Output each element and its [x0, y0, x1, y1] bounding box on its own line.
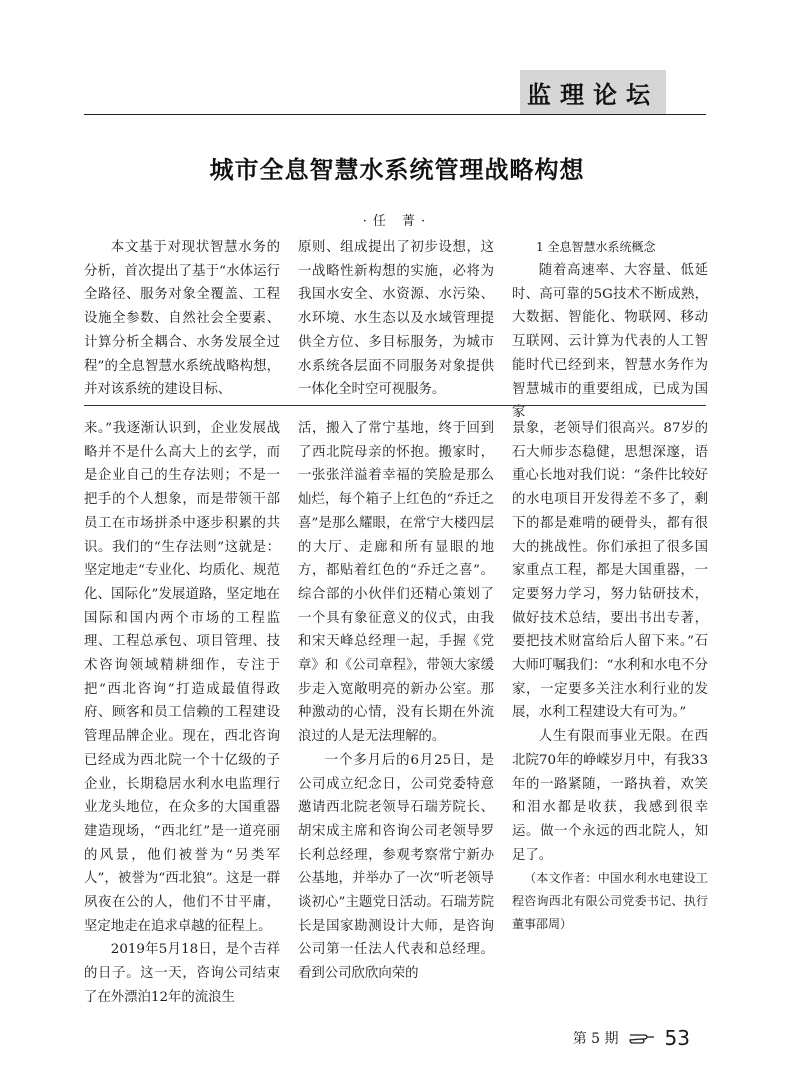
- body-paragraph: 来。”我逐渐认识到，企业发展战略并不是什么高大上的玄学，而是企业自己的生存法则；不是一把手的个人想象，而是带领干部员工在市场拼杀中逐步积累的共识。我们的“生存法则”这就是：坚定地走“专业化、均质化、规范化、国际化”发展道路，坚定地在国际和国内两个市场的工程监理、工程总承包、项目管理、技术咨询领域精耕细作，专注于把“西北咨询”打造成最值得政府、顾客和员工信赖的工程建设管理品牌企业。现在，西北咨询已经成为西北院一个十亿级的子企业，长期稳居水利水电监理行业龙头地位，在众多的大国重器建造现场，“西北红”是一道亮丽的风景，他们被誉为“另类军人”，被誉为“西北狼”。这是一群夙夜在公的人，他们不甘平庸，坚定地走在追求卓越的征程上。: [84, 421, 280, 934]
- abstract-text-1: 本文基于对现状智慧水务的分析，首次提出了基于“水体运行全路径、服务对象全覆盖、工程设施全参数、自然社会全要素、计算分析全耦合、水务发展全过程”的全息智慧水系统战略构想，并对该系统的建设目标、: [84, 240, 280, 398]
- section-divider: [84, 405, 706, 406]
- abstract-column-1: [84, 236, 280, 402]
- article-author: ·任 菁·: [362, 214, 432, 229]
- body-column-1: [84, 417, 280, 1005]
- pointing-hand-icon: [629, 1031, 655, 1045]
- article-title: 城市全息智慧水系统管理战略构想: [209, 156, 585, 184]
- abstract-text-2: 原则、组成提出了初步设想，这一战略性新构想的实施，必将为我国水安全、水资源、水污染、水环境、水生态以及水域管理提供全方位、多目标服务，为城市水系统各层面不同服务对象提供一体化全时空可视服务。: [298, 240, 494, 398]
- abstract-text-3: 随着高速率、大容量、低延时、高可靠的5G技术不断成熟，大数据、智能化、物联网、移动互联网、云计算为代表的人工智能时代已经到来，智慧水务作为智慧城市的重要组成，已成为国家: [512, 263, 708, 421]
- body-paragraph: 景象，老领导们很高兴。87岁的石大师步态稳健，思想深邃，语重心长地对我们说：“条件比较好的水电项目开发得差不多了，剩下的都是难啃的硬骨头，都有很大的挑战性。你们承担了很多国家重点工程，都是大国重器，一定要努力学习，努力钻研技术，做好技术总结，要出书出专著，要把技术财富给后人留下来。”石大师叮嘱我们：“水利和水电不分家，一定要多关注水利行业的发展，水利工程建设大有可为。”: [512, 421, 708, 721]
- abstract-column-3: [512, 236, 708, 421]
- abstract-column-2: [298, 236, 494, 402]
- body-column-3: [512, 417, 708, 972]
- section-label: 监理论坛: [520, 70, 666, 114]
- issue-label: 第 5 期: [572, 1031, 619, 1047]
- body-column-2: [298, 417, 494, 982]
- page-footer: [573, 1026, 690, 1050]
- page-number: 53: [664, 1026, 690, 1050]
- body-paragraph: 一个多月后的6月25日，是公司成立纪念日，公司党委特意邀请西北院老领导石瑞芳院长、胡宋成主席和咨询公司老领导罗长利总经理，参观考察常宁新办公基地，并举办了一次“听老领导谈初心”主题党日活动。石瑞芳院长是国家勘测设计大师，是咨询公司第一任法人代表和总经理。看到公司欣欣向荣的: [298, 752, 494, 982]
- body-paragraph: 活，搬入了常宁基地，终于回到了西北院母亲的怀抱。搬家时，一张张洋溢着幸福的笑脸是那么灿烂，每个箱子上红色的“乔迁之喜”是那么耀眼，在常宁大楼四层的大厅、走廊和所有显眼的地方，都贴着红色的“乔迁之喜”。综合部的小伙伴们还精心策划了一个具有象征意义的仪式，由我和宋天峰总经理一起，手握《党章》和《公司章程》，带领大家缓步走入宽敞明亮的新办公室。那种激动的心情，没有长期在外流浪过的人是无法理解的。: [298, 421, 494, 745]
- section-heading: 1 全息智慧水系统概念: [536, 240, 656, 254]
- body-paragraph: 人生有限而事业无限。在西北院70年的峥嵘岁月中，有我33年的一路紧随，一路执着，欢笑和泪水都是收获，我感到很幸运。做一个永远的西北院人，知足了。: [512, 729, 708, 863]
- author-note: （本文作者：中国水利水电建设工程咨询西北有限公司党委书记、执行董事邵周）: [512, 871, 708, 932]
- body-paragraph: 2019年5月18日，是个吉祥的日子。这一天，咨询公司结束了在外漂泊12年的流浪生: [84, 942, 280, 1005]
- header-rule: [84, 114, 706, 115]
